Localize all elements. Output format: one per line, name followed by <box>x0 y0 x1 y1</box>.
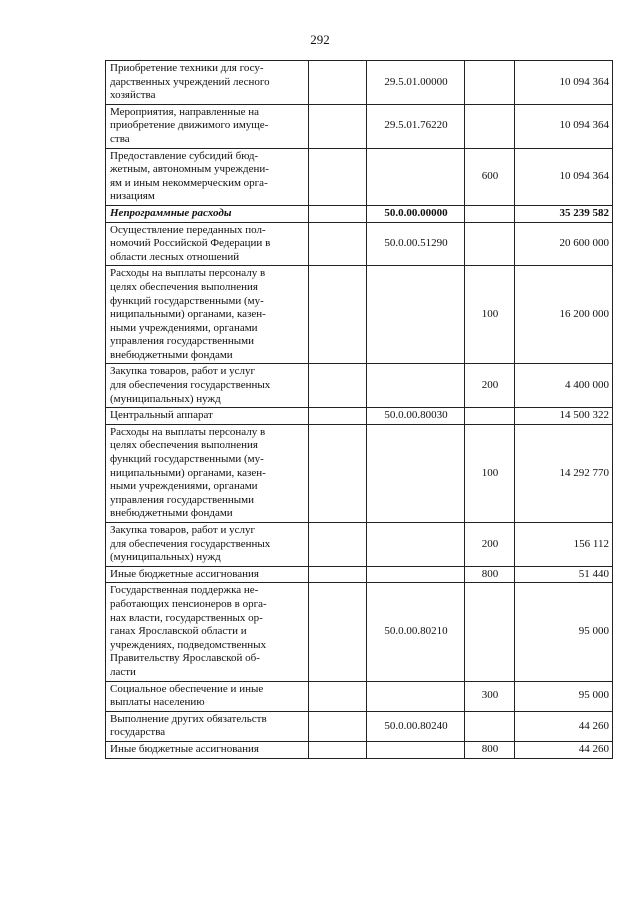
row-blank-cell <box>309 266 367 364</box>
row-name: Иные бюджетные ассигнования <box>106 741 309 758</box>
row-name: Выполнение других обязательств государства <box>106 711 309 741</box>
row-expense-type: 600 <box>465 148 515 205</box>
table-row <box>106 741 613 758</box>
row-expense-type: 100 <box>465 424 515 522</box>
row-amount: 44 260 <box>515 741 613 758</box>
table-row <box>106 583 613 681</box>
row-amount: 14 292 770 <box>515 424 613 522</box>
table-row <box>106 148 613 205</box>
table-row <box>106 566 613 583</box>
row-amount: 14 500 322 <box>515 408 613 425</box>
table-row <box>106 424 613 522</box>
row-name: Осуществление переданных пол- номочий Российской Федерации в области лесных отношений <box>106 222 309 266</box>
row-expense-type: 100 <box>465 266 515 364</box>
row-expense-type <box>465 222 515 266</box>
row-blank-cell <box>309 523 367 567</box>
row-expense-type <box>465 104 515 148</box>
row-amount: 16 200 000 <box>515 266 613 364</box>
table-row <box>106 61 613 105</box>
row-name: Государственная поддержка не- работающих пенсионеров в орга- нах власти, государственных ор- ганах Ярославской области и учреждениях, подведомственных Правительству Ярославской об- ласти <box>106 583 309 681</box>
table-row <box>106 681 613 711</box>
row-amount: 44 260 <box>515 711 613 741</box>
row-name: Приобретение техники для госу- дарственных учреждений лесного хозяйства <box>106 61 309 105</box>
row-expense-type <box>465 583 515 681</box>
row-blank-cell <box>309 104 367 148</box>
table-row <box>106 364 613 408</box>
row-target-code: 50.0.00.80210 <box>367 583 465 681</box>
row-target-code <box>367 681 465 711</box>
row-expense-type: 200 <box>465 364 515 408</box>
row-blank-cell <box>309 364 367 408</box>
row-target-code <box>367 424 465 522</box>
row-expense-type: 300 <box>465 681 515 711</box>
table-row <box>106 222 613 266</box>
row-blank-cell <box>309 408 367 425</box>
row-target-code: 50.0.00.51290 <box>367 222 465 266</box>
row-target-code <box>367 148 465 205</box>
row-name: Расходы на выплаты персоналу в целях обеспечения выполнения функций государственными (му- ниципальными) органами, казен- ными учреждениями, органами управления государственными внебюджетными фондами <box>106 266 309 364</box>
row-expense-type: 800 <box>465 566 515 583</box>
row-expense-type <box>465 61 515 105</box>
row-name: Социальное обеспечение и иные выплаты населению <box>106 681 309 711</box>
row-name: Закупка товаров, работ и услуг для обеспечения государственных (муниципальных) нужд <box>106 364 309 408</box>
row-blank-cell <box>309 205 367 222</box>
row-blank-cell <box>309 583 367 681</box>
row-blank-cell <box>309 681 367 711</box>
row-amount: 95 000 <box>515 583 613 681</box>
row-expense-type: 200 <box>465 523 515 567</box>
row-target-code: 50.0.00.80240 <box>367 711 465 741</box>
row-amount: 51 440 <box>515 566 613 583</box>
row-name: Центральный аппарат <box>106 408 309 425</box>
row-target-code <box>367 523 465 567</box>
table-row <box>106 266 613 364</box>
row-expense-type: 800 <box>465 741 515 758</box>
row-amount: 95 000 <box>515 681 613 711</box>
budget-table <box>105 60 613 759</box>
row-blank-cell <box>309 711 367 741</box>
budget-table-body <box>106 61 613 759</box>
row-target-code: 29.5.01.76220 <box>367 104 465 148</box>
row-target-code <box>367 266 465 364</box>
row-target-code: 50.0.00.00000 <box>367 205 465 222</box>
row-name: Мероприятия, направленные на приобретение движимого имуще- ства <box>106 104 309 148</box>
row-expense-type <box>465 205 515 222</box>
row-target-code <box>367 364 465 408</box>
table-row <box>106 711 613 741</box>
row-name: Закупка товаров, работ и услуг для обеспечения государственных (муниципальных) нужд <box>106 523 309 567</box>
row-amount: 10 094 364 <box>515 61 613 105</box>
row-amount: 35 239 582 <box>515 205 613 222</box>
row-blank-cell <box>309 148 367 205</box>
row-amount: 4 400 000 <box>515 364 613 408</box>
row-blank-cell <box>309 566 367 583</box>
row-name: Предоставление субсидий бюд- жетным, автономным учреждени- ям и иным некоммерческим орга- низациям <box>106 148 309 205</box>
row-amount: 156 112 <box>515 523 613 567</box>
row-blank-cell <box>309 222 367 266</box>
table-row <box>106 205 613 222</box>
row-name: Расходы на выплаты персоналу в целях обеспечения выполнения функций государственными (му- ниципальными) органами, казен- ными учреждениями, органами управления государственными внебюджетными фондами <box>106 424 309 522</box>
row-expense-type <box>465 711 515 741</box>
row-blank-cell <box>309 61 367 105</box>
row-expense-type <box>465 408 515 425</box>
row-blank-cell <box>309 424 367 522</box>
row-amount: 10 094 364 <box>515 104 613 148</box>
row-amount: 20 600 000 <box>515 222 613 266</box>
table-row <box>106 523 613 567</box>
row-amount: 10 094 364 <box>515 148 613 205</box>
table-row <box>106 104 613 148</box>
row-target-code <box>367 741 465 758</box>
row-target-code <box>367 566 465 583</box>
page-number: 292 <box>310 32 330 47</box>
table-row <box>106 408 613 425</box>
row-name: Иные бюджетные ассигнования <box>106 566 309 583</box>
row-name: Непрограммные расходы <box>106 205 309 222</box>
row-target-code: 29.5.01.00000 <box>367 61 465 105</box>
row-target-code: 50.0.00.80030 <box>367 408 465 425</box>
row-blank-cell <box>309 741 367 758</box>
